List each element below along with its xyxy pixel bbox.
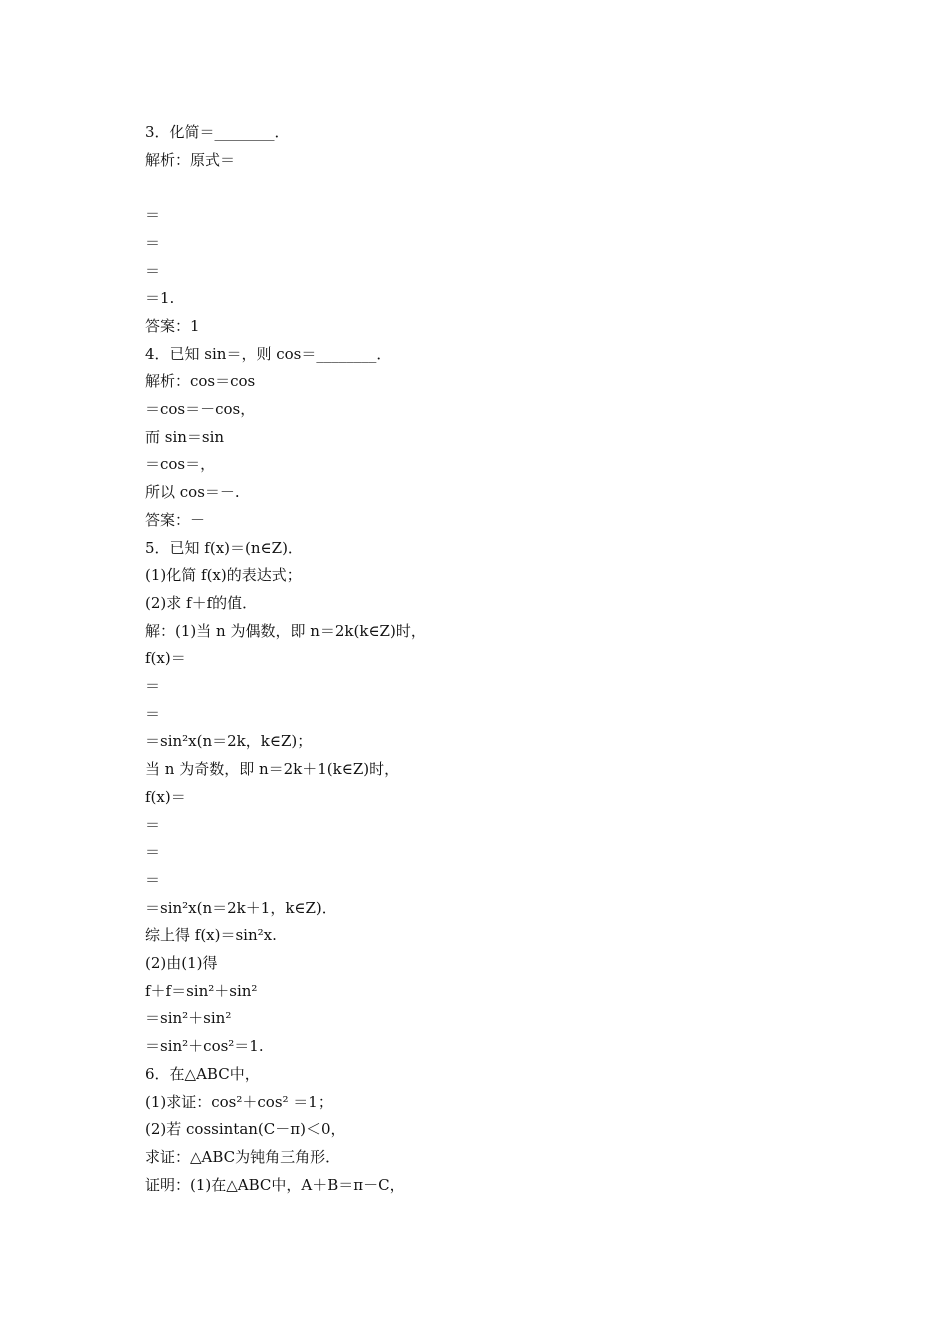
text-line: ＝	[145, 206, 161, 225]
text-line: ＝cos＝－cos，	[145, 400, 256, 418]
text-line: ＝cos＝，	[145, 455, 216, 474]
text-line: 解析：原式＝	[145, 150, 236, 169]
text-line: 当 n 为奇数，即 n＝2k＋1(k∈Z)时，	[145, 760, 400, 779]
text-line: ＝sin²＋cos²＝1.	[145, 1037, 264, 1056]
text-line: (1)化简 f(x)的表达式；	[145, 566, 302, 585]
text-line: 3．化简＝________．	[145, 123, 290, 141]
text-line: (2)求 f＋f的值．	[145, 593, 258, 612]
text-line: f＋f＝sin²＋sin²	[145, 981, 258, 1000]
text-line: 答案：1	[145, 316, 200, 335]
text-line: ＝	[145, 704, 161, 723]
text-line: ＝1.	[145, 289, 175, 308]
text-line: 5．已知 f(x)＝(n∈Z)．	[145, 538, 303, 557]
text-line: (1)求证：cos²＋cos² ＝1；	[145, 1092, 333, 1111]
text-line: (2)由(1)得	[145, 954, 218, 972]
text-line: 求证：△ABC为钝角三角形．	[145, 1147, 341, 1166]
text-line: 解析：cos＝cos	[145, 372, 256, 391]
text-line: 6．在△ABC中，	[145, 1064, 260, 1083]
text-line: ＝sin²x(n＝2k＋1，k∈Z)．	[145, 898, 337, 917]
text-line: ＝sin²＋sin²	[145, 1009, 232, 1028]
text-line: f(x)＝	[145, 787, 186, 806]
text-line: ＝	[145, 677, 161, 695]
text-line: (2)若 cossintan(C－π)＜0，	[145, 1120, 346, 1139]
text-line: 解：(1)当 n 为偶数，即 n＝2k(k∈Z)时，	[145, 621, 426, 640]
text-line: ＝	[145, 261, 161, 280]
text-line: ＝	[145, 233, 161, 252]
text-line: 答案：－	[145, 510, 206, 529]
text-line: ＝	[145, 843, 161, 862]
text-line: 综上得 f(x)＝sin²x.	[145, 926, 277, 945]
text-line: 所以 cos＝－.	[145, 483, 240, 502]
text-line: 4．已知 sin＝，则 cos＝________．	[145, 344, 392, 363]
text-line: ＝	[145, 870, 161, 889]
text-line: 而 sin＝sin	[145, 427, 225, 446]
text-line: 证明：(1)在△ABC中，A＋B＝π－C，	[145, 1175, 405, 1194]
text-line: ＝sin²x(n＝2k，k∈Z)；	[145, 732, 313, 751]
text-line: ＝	[145, 815, 161, 834]
text-line: f(x)＝	[145, 649, 186, 668]
